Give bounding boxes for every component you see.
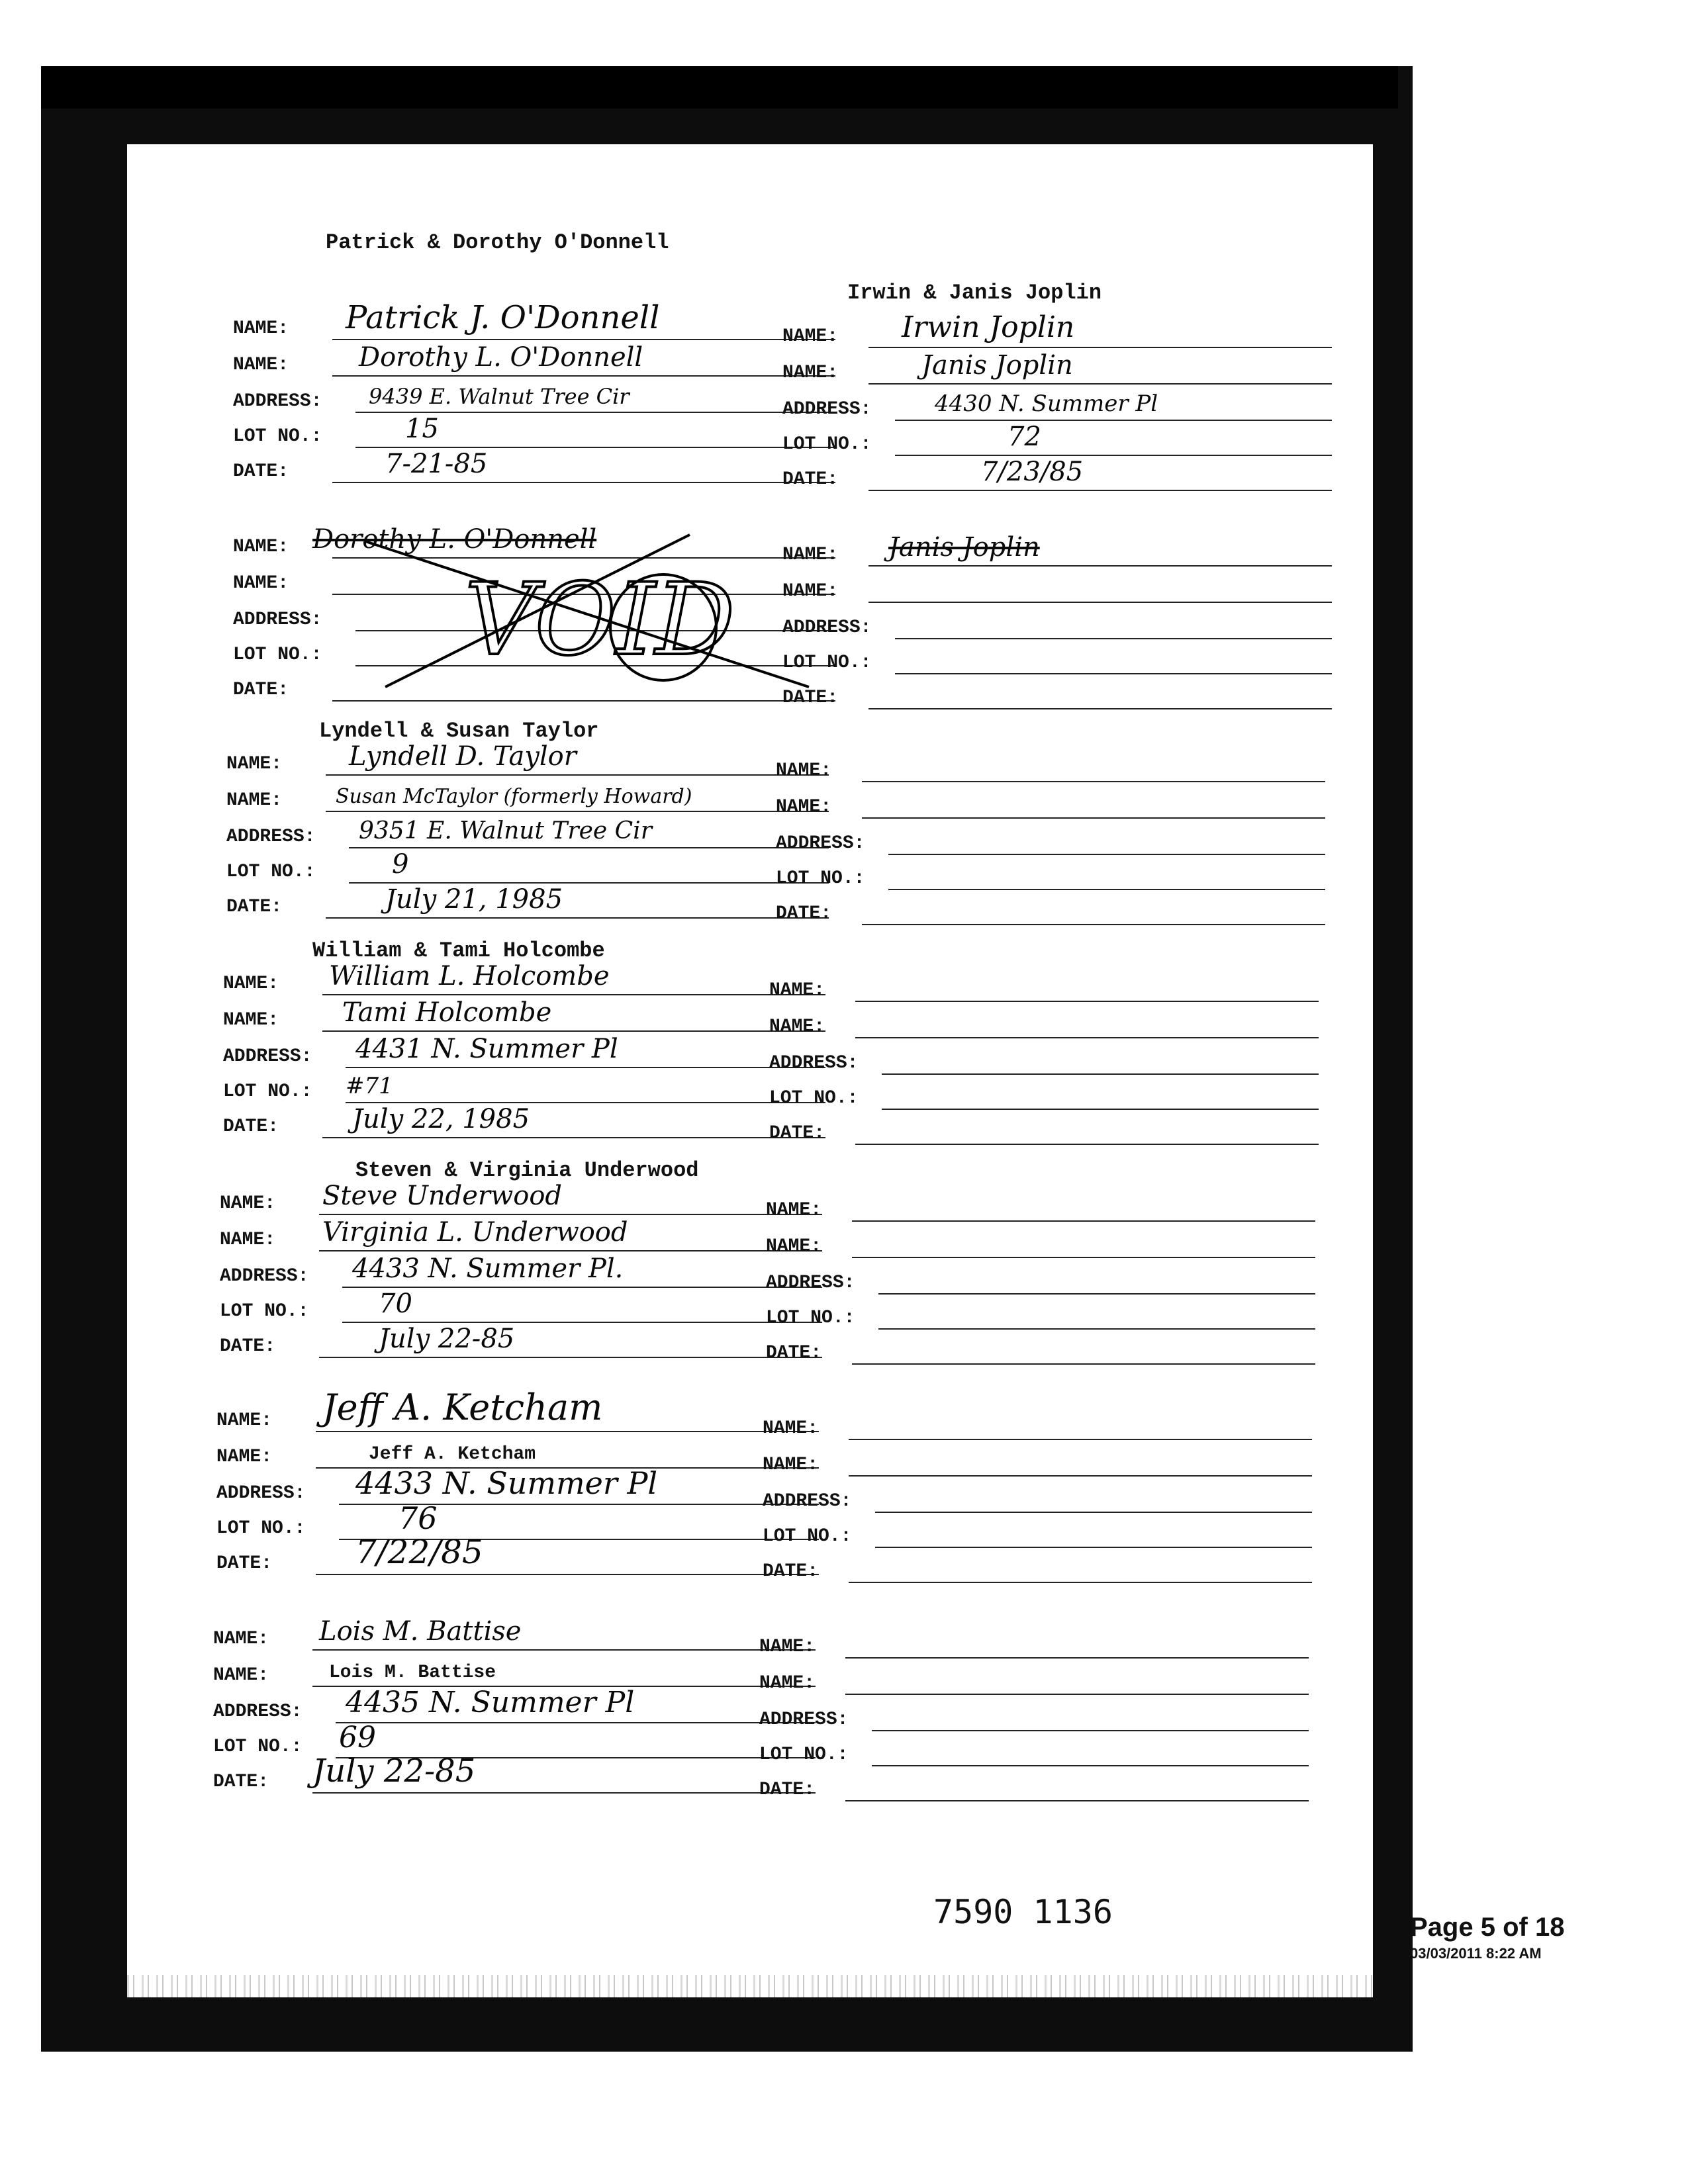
- right-block-3: [769, 972, 1338, 1163]
- lot-value: 15: [405, 414, 439, 444]
- signature: William L. Holcombe: [329, 961, 610, 991]
- page-info: [1410, 1913, 1564, 1962]
- address-label: ADDRESS:: [233, 391, 322, 412]
- lot-value: 9: [392, 849, 409, 880]
- name-label: NAME:: [776, 797, 832, 817]
- date-label: DATE:: [213, 1772, 269, 1792]
- signature: Virginia L. Underwood: [322, 1217, 628, 1248]
- address-label: ADDRESS:: [782, 617, 872, 638]
- lot-label: LOT NO.:: [782, 434, 872, 455]
- name-label: NAME:: [769, 980, 825, 1001]
- date-label: DATE:: [233, 680, 289, 700]
- name-label: NAME:: [233, 537, 289, 557]
- signature-sheet: [127, 144, 1373, 1997]
- print-timestamp: 03/03/2011 8:22 AM: [1410, 1945, 1542, 1962]
- lot-label: LOT NO.:: [216, 1518, 306, 1539]
- name-label: NAME:: [220, 1193, 276, 1214]
- address-label: ADDRESS:: [233, 610, 322, 630]
- name-label: NAME:: [226, 754, 283, 774]
- right-block-2: [776, 752, 1345, 944]
- lot-label: LOT NO.:: [769, 1088, 859, 1109]
- name-label: NAME:: [226, 790, 283, 811]
- name-label: NAME:: [782, 363, 839, 383]
- lot-value: 70: [379, 1289, 412, 1319]
- signature: Irwin Joplin: [902, 310, 1075, 344]
- signature: Susan McTaylor (formerly Howard): [336, 785, 692, 808]
- address-value: 9439 E. Walnut Tree Cir: [369, 384, 630, 409]
- name-label: NAME:: [213, 1629, 269, 1649]
- name-label: NAME:: [766, 1200, 822, 1220]
- name-label: NAME:: [782, 545, 839, 565]
- signature: Lyndell D. Taylor: [349, 741, 577, 772]
- signature: Janis Joplin: [921, 350, 1073, 381]
- lot-value: 72: [1008, 422, 1041, 452]
- date-value: July 22, 1985: [352, 1104, 530, 1134]
- left-block-3: [223, 961, 859, 1157]
- name-label: NAME:: [233, 573, 289, 594]
- address-label: ADDRESS:: [782, 399, 872, 420]
- left-block-4: [220, 1181, 855, 1377]
- date-label: DATE:: [769, 1123, 825, 1144]
- address-value: 4433 N. Summer Pl: [355, 1465, 658, 1501]
- lot-value: #71: [346, 1073, 393, 1099]
- lot-label: LOT NO.:: [763, 1526, 852, 1547]
- left-block-5: [216, 1387, 852, 1594]
- signature: Dorothy L. O'Donnell: [359, 342, 643, 373]
- date-label: DATE:: [226, 897, 283, 917]
- address-label: ADDRESS:: [759, 1709, 849, 1730]
- name-label: NAME:: [776, 760, 832, 781]
- date-label: DATE:: [782, 469, 839, 490]
- signature: Jeff A. Ketcham: [322, 1387, 603, 1428]
- address-label: ADDRESS:: [213, 1702, 303, 1722]
- lot-label: LOT NO.:: [223, 1081, 312, 1102]
- block-heading: Irwin & Janis Joplin: [847, 281, 1102, 305]
- date-label: DATE:: [763, 1561, 819, 1582]
- signature: Patrick J. O'Donnell: [346, 299, 660, 336]
- address-label: ADDRESS:: [226, 827, 316, 847]
- document-number: 7590 1136: [933, 1893, 1113, 1931]
- block-heading: Lyndell & Susan Taylor: [319, 719, 599, 743]
- signature: Lois M. Battise: [319, 1616, 522, 1647]
- block-heading: Steven & Virginia Underwood: [355, 1158, 699, 1183]
- typed-name: Lois M. Battise: [329, 1662, 496, 1683]
- left-block-2: [226, 741, 862, 937]
- right-block-4: [766, 1191, 1335, 1383]
- name-label: NAME:: [782, 326, 839, 347]
- lot-label: LOT NO.:: [220, 1301, 309, 1322]
- name-label: NAME:: [216, 1447, 273, 1467]
- name-label: NAME:: [213, 1665, 269, 1686]
- date-value: July 22-85: [312, 1752, 476, 1790]
- lot-label: LOT NO.:: [766, 1308, 855, 1328]
- date-value: July 21, 1985: [385, 884, 563, 915]
- left-block-0: [233, 299, 868, 502]
- void-text: VOID: [465, 563, 735, 678]
- address-label: ADDRESS:: [223, 1046, 312, 1067]
- address-value: 4430 N. Summer Pl: [935, 390, 1158, 417]
- date-label: DATE:: [759, 1780, 816, 1800]
- name-label: NAME:: [759, 1673, 816, 1694]
- page-number: Page 5 of 18: [1410, 1913, 1565, 1942]
- date-label: DATE:: [233, 461, 289, 482]
- lot-label: LOT NO.:: [233, 645, 322, 665]
- lot-label: LOT NO.:: [776, 868, 865, 889]
- date-label: DATE:: [216, 1553, 273, 1574]
- lot-label: LOT NO.:: [233, 426, 322, 447]
- address-label: ADDRESS:: [769, 1053, 859, 1073]
- address-label: ADDRESS:: [220, 1266, 309, 1287]
- address-label: ADDRESS:: [776, 833, 865, 854]
- date-label: DATE:: [776, 903, 832, 924]
- date-label: DATE:: [766, 1343, 822, 1363]
- name-label: NAME:: [216, 1410, 273, 1431]
- block-heading: Patrick & Dorothy O'Donnell: [326, 230, 669, 255]
- name-label: NAME:: [220, 1230, 276, 1250]
- name-label: NAME:: [763, 1455, 819, 1475]
- address-value: 4435 N. Summer Pl: [346, 1686, 635, 1719]
- name-label: NAME:: [223, 1010, 279, 1030]
- lot-value: 69: [339, 1721, 376, 1754]
- address-value: 4433 N. Summer Pl.: [352, 1253, 624, 1284]
- date-label: DATE:: [782, 688, 839, 708]
- name-label: NAME:: [759, 1637, 816, 1657]
- scan-noise: [127, 1975, 1373, 1997]
- lot-label: LOT NO.:: [226, 862, 316, 882]
- signature: Dorothy L. O'Donnell: [312, 524, 597, 555]
- block-heading: William & Tami Holcombe: [312, 938, 605, 963]
- name-label: NAME:: [763, 1418, 819, 1439]
- date-label: DATE:: [223, 1116, 279, 1137]
- address-value: 9351 E. Walnut Tree Cir: [359, 817, 652, 844]
- name-label: NAME:: [233, 355, 289, 375]
- date-value: 7/23/85: [981, 457, 1084, 487]
- signature: Tami Holcombe: [342, 997, 552, 1028]
- name-label: NAME:: [782, 581, 839, 602]
- signature: Janis Joplin: [888, 532, 1040, 563]
- lot-label: LOT NO.:: [782, 653, 872, 673]
- left-block-6: [213, 1616, 849, 1812]
- right-block-6: [759, 1628, 1329, 1820]
- address-label: ADDRESS:: [763, 1491, 852, 1512]
- name-label: NAME:: [766, 1236, 822, 1257]
- name-label: NAME:: [223, 974, 279, 994]
- lot-label: LOT NO.:: [759, 1745, 849, 1765]
- right-block-0: [782, 310, 1352, 510]
- signature: Steve Underwood: [322, 1181, 563, 1211]
- date-value: July 22-85: [379, 1324, 515, 1354]
- right-block-5: [763, 1410, 1332, 1602]
- lot-label: LOT NO.:: [213, 1737, 303, 1757]
- address-label: ADDRESS:: [766, 1273, 855, 1293]
- date-value: 7-21-85: [385, 449, 488, 479]
- date-value: 7/22/85: [355, 1533, 483, 1571]
- right-block-1: [782, 532, 1352, 728]
- name-label: NAME:: [233, 318, 289, 339]
- scan-top-bar: [41, 66, 1398, 109]
- address-value: 4431 N. Summer Pl: [355, 1034, 618, 1064]
- lot-value: 76: [399, 1500, 438, 1536]
- typed-name: Jeff A. Ketcham: [369, 1444, 536, 1465]
- address-label: ADDRESS:: [216, 1483, 306, 1504]
- name-label: NAME:: [769, 1017, 825, 1037]
- date-label: DATE:: [220, 1336, 276, 1357]
- void-strikethrough: [346, 528, 822, 694]
